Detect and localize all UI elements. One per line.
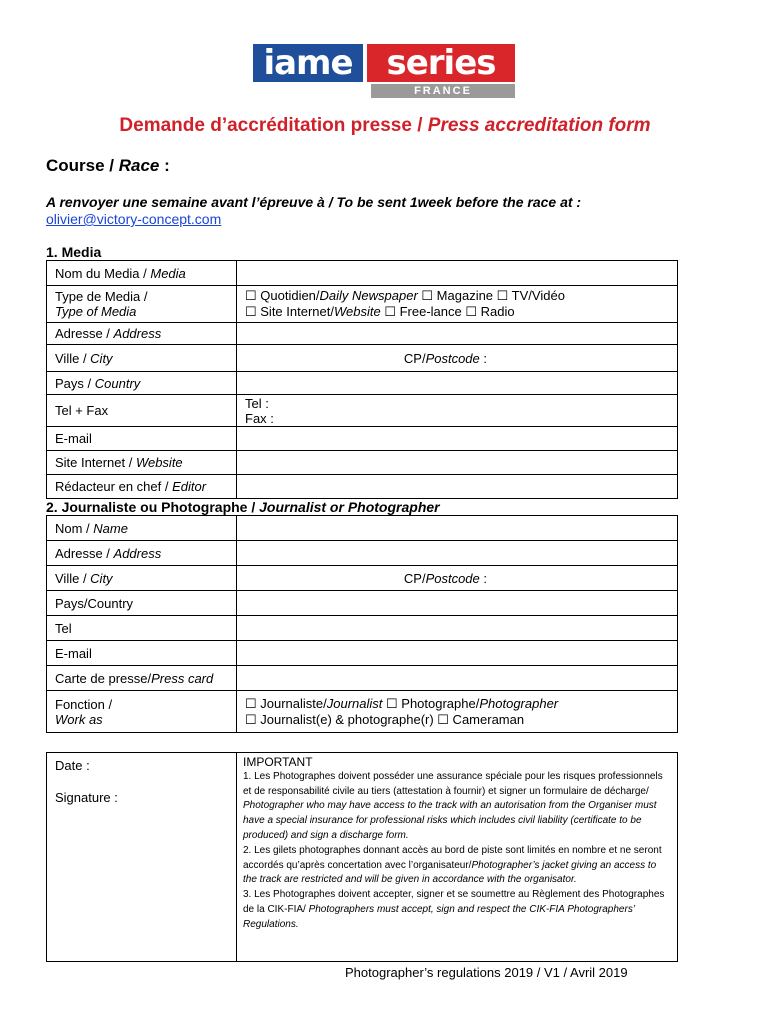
section-media-title: 1. Media <box>46 244 102 260</box>
logo-france: FRANCE <box>371 84 515 98</box>
media-country-field[interactable] <box>237 372 678 395</box>
note-1: 1. Les Photographes doivent posséder une assurance spéciale pour les risques professionnels et de responsabilité civile au tiers (attestation à fournir) et signer un formulaire de décharge/ Photographer who may have access to the track with an autorisation from the Organiser must have a special insurance for professional risks which includes civil liability (certificate to be produced) and sign a discharge form. <box>243 770 663 841</box>
row-media-city: Ville / City CP/Postcode : <box>47 345 678 372</box>
date-field[interactable]: Date : <box>55 758 90 773</box>
row-journalist-tel: Tel <box>47 616 678 641</box>
footer-version: Photographer’s regulations 2019 / V1 / Avril 2019 <box>345 965 628 980</box>
row-media-telfax: Tel + Fax Tel : Fax : <box>47 395 678 427</box>
logo-series: series <box>367 44 515 82</box>
journalist-tel-field[interactable] <box>237 616 678 641</box>
media-name-field[interactable] <box>237 261 678 286</box>
journalist-address-field[interactable] <box>237 541 678 566</box>
row-press-card: Carte de presse/Press card <box>47 666 678 691</box>
journalist-name-field[interactable] <box>237 516 678 541</box>
row-journalist-country: Pays/Country <box>47 591 678 616</box>
row-media-name: Nom du Media / Media <box>47 261 678 286</box>
function-options[interactable]: ☐ Journaliste/Journalist ☐ Photographe/Photographer ☐ Journalist(e) & photographe(r) ☐ Cameraman <box>237 691 678 733</box>
row-journalist-city: Ville / City CP/Postcode : <box>47 566 678 591</box>
iame-series-logo <box>253 44 515 98</box>
row-journalist-email: E-mail <box>47 641 678 666</box>
important-notes: IMPORTANT 1. Les Photographes doivent posséder une assurance spéciale pour les risques professionnels et de responsabilité civile au tiers (attestation à fournir) et signer un formulaire de décharge/ Photographer who may have access to the track with an autorisation from the Organiser must have a special insurance for professional risks which includes civil liability (certificate to be produced) and sign a discharge form. 2. Les gilets photographes donnant accès au bord de piste sont limités en nombre et ne seront accordés qu’après concertation avec l’organisateur/Photographer’s jacket giving an access to the track are restricted and will be given in accordance with the organisator. 3. Les Photographes doivent accepter, signer et se soumettre au Règlement des Photographes de la CIK-FIA/ Photographers must accept, sign and respect the CIK-FIA Photographers’ Regulations. <box>237 753 677 961</box>
row-media-website: Site Internet / Website <box>47 451 678 475</box>
journalist-email-field[interactable] <box>237 641 678 666</box>
note-2: 2. Les gilets photographes donnant accès au bord de piste sont limités en nombre et ne seront accordés qu’après concertation avec l’organisateur/Photographer’s jacket giving an access to the track are restricted and will be given in accordance with the organisator. <box>243 844 662 886</box>
signature-field[interactable]: Signature : <box>55 790 118 805</box>
contact-email-link[interactable]: olivier@victory-concept.com <box>46 211 222 227</box>
media-type-options[interactable]: ☐ Quotidien/Daily Newspaper ☐ Magazine ☐ TV/Vidéo ☐ Site Internet/Website ☐ Free-lance ☐ Radio <box>237 286 678 323</box>
media-website-field[interactable] <box>237 451 678 475</box>
section-journalist-title: 2. Journaliste ou Photographe / Journalist or Photographer <box>46 499 440 515</box>
journalist-country-field[interactable] <box>237 591 678 616</box>
page-title: Demande d’accréditation presse / Press accreditation form <box>119 115 651 136</box>
row-media-type: Type de Media / Type of Media ☐ Quotidien/Daily Newspaper ☐ Magazine ☐ TV/Vidéo ☐ Site Internet/Website ☐ Free-lance ☐ Radio <box>47 286 678 323</box>
media-city-field[interactable]: CP/Postcode : <box>237 345 678 372</box>
course-label: Course / Race : <box>46 156 170 175</box>
row-journalist-address: Adresse / Address <box>47 541 678 566</box>
journalist-table <box>46 515 678 733</box>
row-media-email: E-mail <box>47 427 678 451</box>
press-card-field[interactable] <box>237 666 678 691</box>
media-telfax-field[interactable]: Tel : Fax : <box>237 395 678 427</box>
journalist-city-field[interactable]: CP/Postcode : <box>237 566 678 591</box>
media-address-field[interactable] <box>237 323 678 345</box>
row-function: Fonction / Work as ☐ Journaliste/Journalist ☐ Photographe/Photographer ☐ Journalist(e) & photographe(r) ☐ Cameraman <box>47 691 678 733</box>
row-journalist-name: Nom / Name <box>47 516 678 541</box>
signature-important-box <box>46 752 678 962</box>
row-media-editor: Rédacteur en chef / Editor <box>47 475 678 499</box>
send-note: A renvoyer une semaine avant l’épreuve à / To be sent 1week before the race at : <box>46 194 582 210</box>
row-media-country: Pays / Country <box>47 372 678 395</box>
note-3: 3. Les Photographes doivent accepter, signer et se soumettre au Règlement des Photographes de la CIK-FIA/ Photographers must accept, sign and respect the CIK-FIA Photographers’ Regulations. <box>243 889 665 930</box>
row-media-address: Adresse / Address <box>47 323 678 345</box>
media-editor-field[interactable] <box>237 475 678 499</box>
media-table <box>46 260 678 499</box>
logo-iame: iame <box>253 44 363 82</box>
media-email-field[interactable] <box>237 427 678 451</box>
